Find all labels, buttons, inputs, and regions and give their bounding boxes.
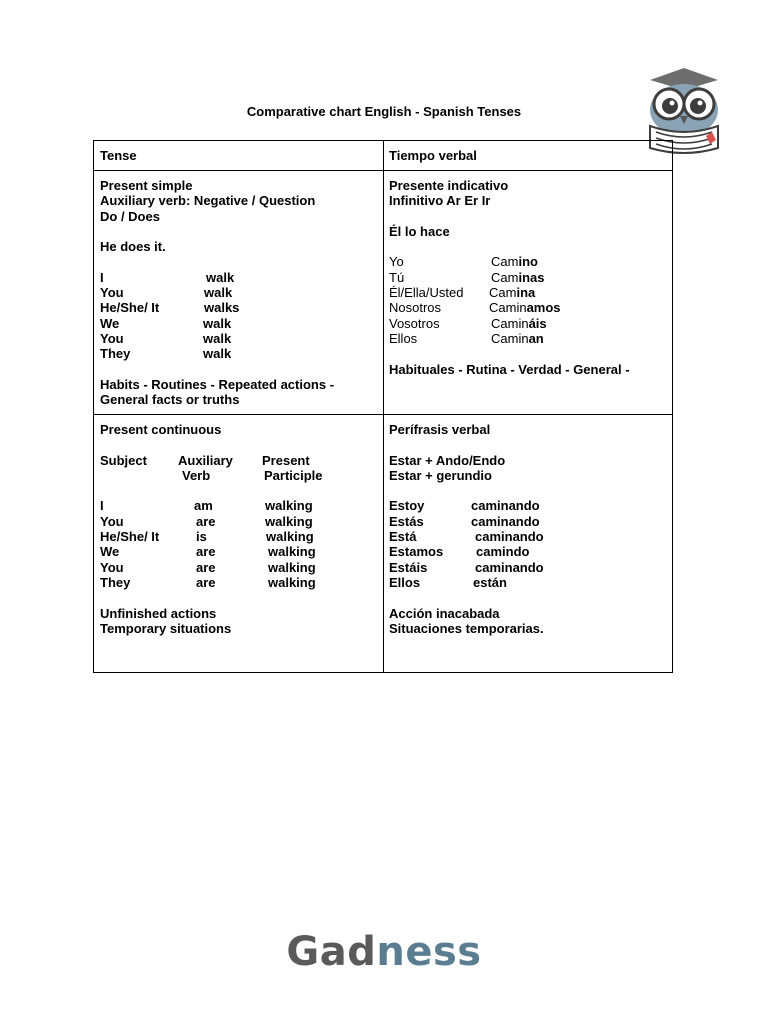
formula-line: Estar + Ando/Endo bbox=[389, 452, 506, 468]
header-tiempo-verbal: Tiempo verbal bbox=[389, 148, 477, 163]
present-continuous-cell bbox=[100, 422, 323, 636]
conjugation-row: We walk bbox=[100, 315, 232, 331]
row-divider bbox=[94, 414, 672, 415]
column-divider bbox=[383, 141, 384, 672]
perifrasis-verbal-cell bbox=[389, 422, 544, 636]
conjugation-row: He/She/ It is walking bbox=[100, 529, 314, 545]
conjugation-row: Vosotros Camináis bbox=[389, 315, 547, 331]
gadness-logo bbox=[0, 929, 768, 975]
usage-line: Habits - Routines - Repeated actions - bbox=[100, 376, 335, 392]
conjugation-row: I walk bbox=[100, 269, 235, 285]
conjugation-row: Estoy caminando bbox=[389, 498, 540, 514]
header-tense: Tense bbox=[100, 148, 137, 163]
conjugation-row: Ellos Caminan bbox=[389, 330, 544, 346]
conjugation-row: He/She/ It walks bbox=[100, 300, 240, 316]
conjugation-row: I am walking bbox=[100, 498, 313, 514]
tenses-table bbox=[93, 140, 673, 673]
conjugation-row: Estás caminando bbox=[389, 513, 540, 529]
do-does: Do / Does bbox=[100, 208, 160, 224]
conjugation-row: Estamos camindo bbox=[389, 544, 530, 560]
conjugation-row: You are walking bbox=[100, 513, 313, 529]
formula-line: Estar + gerundio bbox=[389, 467, 492, 483]
usage-line: Habituales - Rutina - Verdad - General - bbox=[389, 361, 630, 377]
tense-name: Present continuous bbox=[100, 422, 222, 437]
infinitive-note: Infinitivo Ar Er Ir bbox=[389, 193, 491, 209]
conjugation-row: They walk bbox=[100, 346, 232, 362]
header-divider bbox=[94, 170, 672, 171]
conjugation-row: Nosotros Caminamos bbox=[389, 300, 561, 316]
tense-name: Perífrasis verbal bbox=[389, 422, 491, 437]
page-title: Comparative chart English - Spanish Tenses bbox=[246, 104, 522, 119]
brand-part-1: Gad bbox=[286, 929, 377, 975]
presente-indicativo-cell bbox=[389, 178, 630, 377]
usage-line: Acción inacabada bbox=[389, 605, 500, 621]
tense-name: Presente indicativo bbox=[389, 178, 509, 193]
conjugation-row: You walk bbox=[100, 285, 233, 301]
conjugation-row: We are walking bbox=[100, 544, 316, 560]
conjugation-row: Ellos están bbox=[389, 574, 507, 590]
usage-line: Temporary situations bbox=[100, 620, 232, 636]
usage-line: General facts or truths bbox=[100, 392, 240, 408]
present-simple-cell bbox=[100, 178, 334, 407]
conjugation-row: Tú Caminas bbox=[389, 269, 545, 285]
conjugation-row: Él/Ella/Usted Camina bbox=[389, 285, 536, 301]
auxiliary-note: Auxiliary verb: Negative / Question bbox=[100, 193, 316, 209]
example-sentence: Él lo hace bbox=[389, 223, 450, 239]
conjugation-row: You are walking bbox=[100, 559, 316, 575]
conjugation-row: They are walking bbox=[100, 574, 316, 590]
conjugation-row: Estáis caminando bbox=[389, 559, 544, 575]
conjugation-row: You walk bbox=[100, 330, 232, 346]
conjugation-row: Está caminando bbox=[389, 529, 544, 545]
structure-header: Verb Participle bbox=[182, 467, 323, 483]
structure-header: Subject Auxiliary Present bbox=[100, 452, 310, 468]
conjugation-row: Yo Camino bbox=[389, 254, 538, 270]
brand-part-2: ness bbox=[376, 929, 482, 975]
usage-line: Situaciones temporarias. bbox=[389, 620, 544, 636]
tense-name: Present simple bbox=[100, 178, 193, 193]
example-sentence: He does it. bbox=[100, 239, 166, 255]
usage-line: Unfinished actions bbox=[100, 605, 217, 621]
